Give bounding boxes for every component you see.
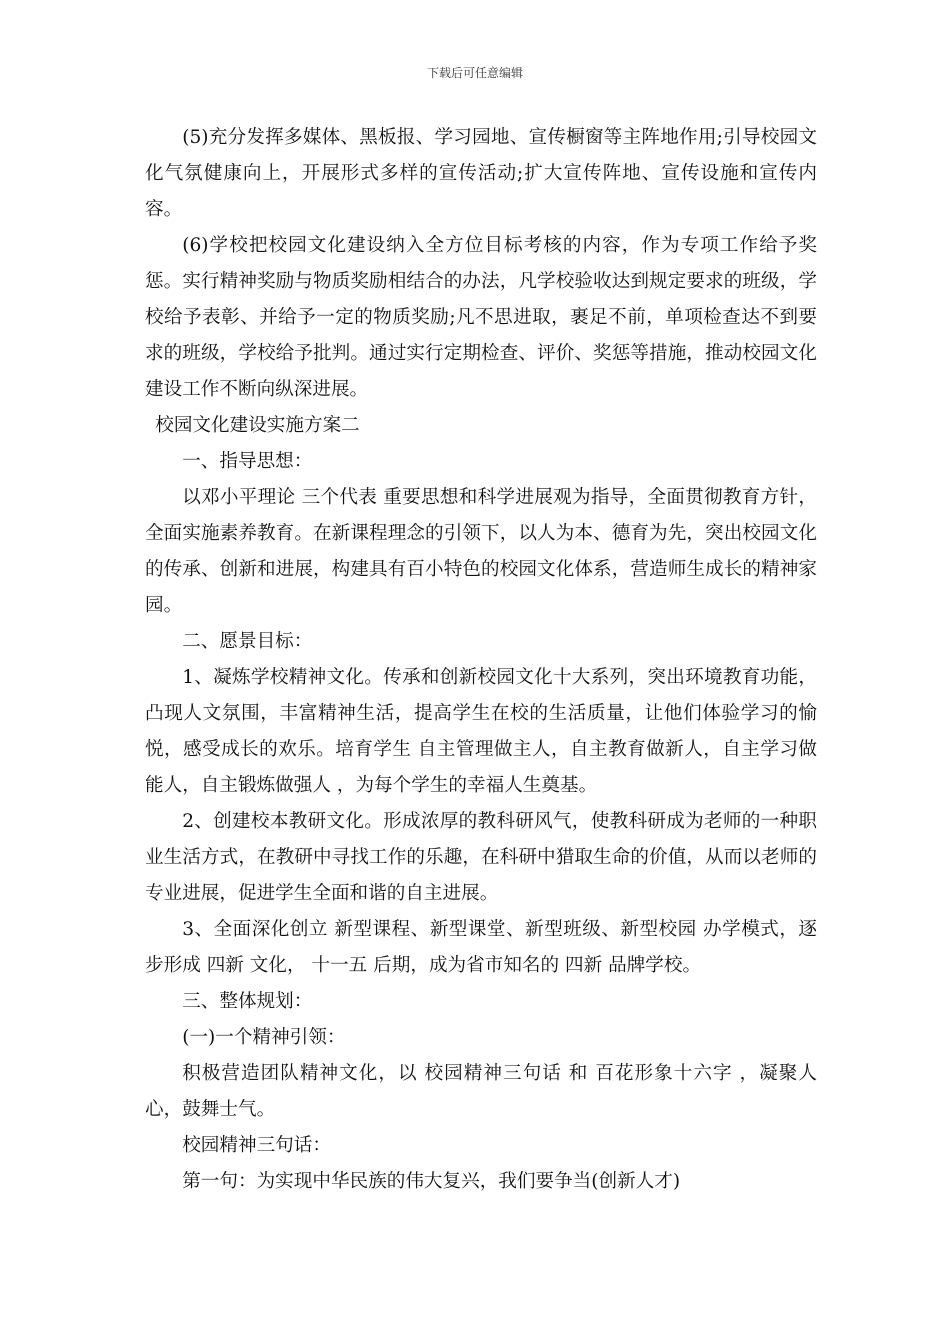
paragraph-6: (6)学校把校园文化建设纳入全方位目标考核的内容，作为专项工作给予奖惩。实行精神奖励与物质奖励相结合的办法，凡学校验收达到规定要求的班级，学校给予表彰、并给予一定的物质奖励;凡不思进取，裹足不前，单项检查达不到要求的班级，学校给予批判。通过实行定期检查、评价、奖惩等措施，推动校园文化建设工作不断向纵深进展。 [145,235,817,400]
paragraph-team-spirit: 积极营造团队精神文化，以 校园精神三句话 和 百花形象十六字 ，凝聚人心，鼓舞士气。 [145,1063,817,1120]
heading-one-spirit: (一)一个精神引领： [182,1027,346,1048]
document-body [145,120,817,1200]
heading-guiding-ideology: 一、指导思想： [182,451,313,472]
heading-three-sentences: 校园精神三句话： [182,1135,331,1156]
paragraph-first-sentence: 第一句：为实现中华民族的伟大复兴，我们要争当(创新人才) [182,1171,681,1192]
heading-vision-goals: 二、愿景目标： [182,631,313,652]
page-header: 下载后可任意编辑 [426,66,523,80]
paragraph-guiding-ideology: 以邓小平理论 三个代表 重要思想和科学进展观为指导，全面贯彻教育方针，全面实施素养教育。在新课程理念的引领下，以人为本、德育为先，突出校园文化的传承、创新和进展，构建具有百小特色的校园文化体系，营造师生成长的精神家园。 [145,487,817,616]
paragraph-5: (5)充分发挥多媒体、黑板报、学习园地、宣传橱窗等主阵地作用;引导校园文化气氛健康向上，开展形式多样的宣传活动;扩大宣传阵地、宣传设施和宣传内容。 [145,127,817,220]
section-title: 校园文化建设实施方案二 [155,415,360,436]
heading-overall-plan: 三、整体规划： [182,991,313,1012]
paragraph-goal-2: 2、创建校本教研文化。形成浓厚的教科研风气，使教科研成为老师的一种职业生活方式，在教研中寻找工作的乐趣，在科研中猎取生命的价值，从而以老师的专业进展，促进学生全面和谐的自主进展。 [145,811,817,904]
paragraph-goal-1: 1、凝炼学校精神文化。传承和创新校园文化十大系列，突出环境教育功能，凸现人文氛围，丰富精神生活，提高学生在校的生活质量，让他们体验学习的愉悦，感受成长的欢乐。培育学生 自主管理做主人，自主教育做新人，自主学习做能人，自主锻炼做强人 ，为每个学生的幸福人生奠基。 [145,667,817,796]
paragraph-goal-3: 3、全面深化创立 新型课程、新型课堂、新型班级、新型校园 办学模式，逐步形成 四新 文化， 十一五 后期，成为省市知名的 四新 品牌学校。 [145,919,817,976]
